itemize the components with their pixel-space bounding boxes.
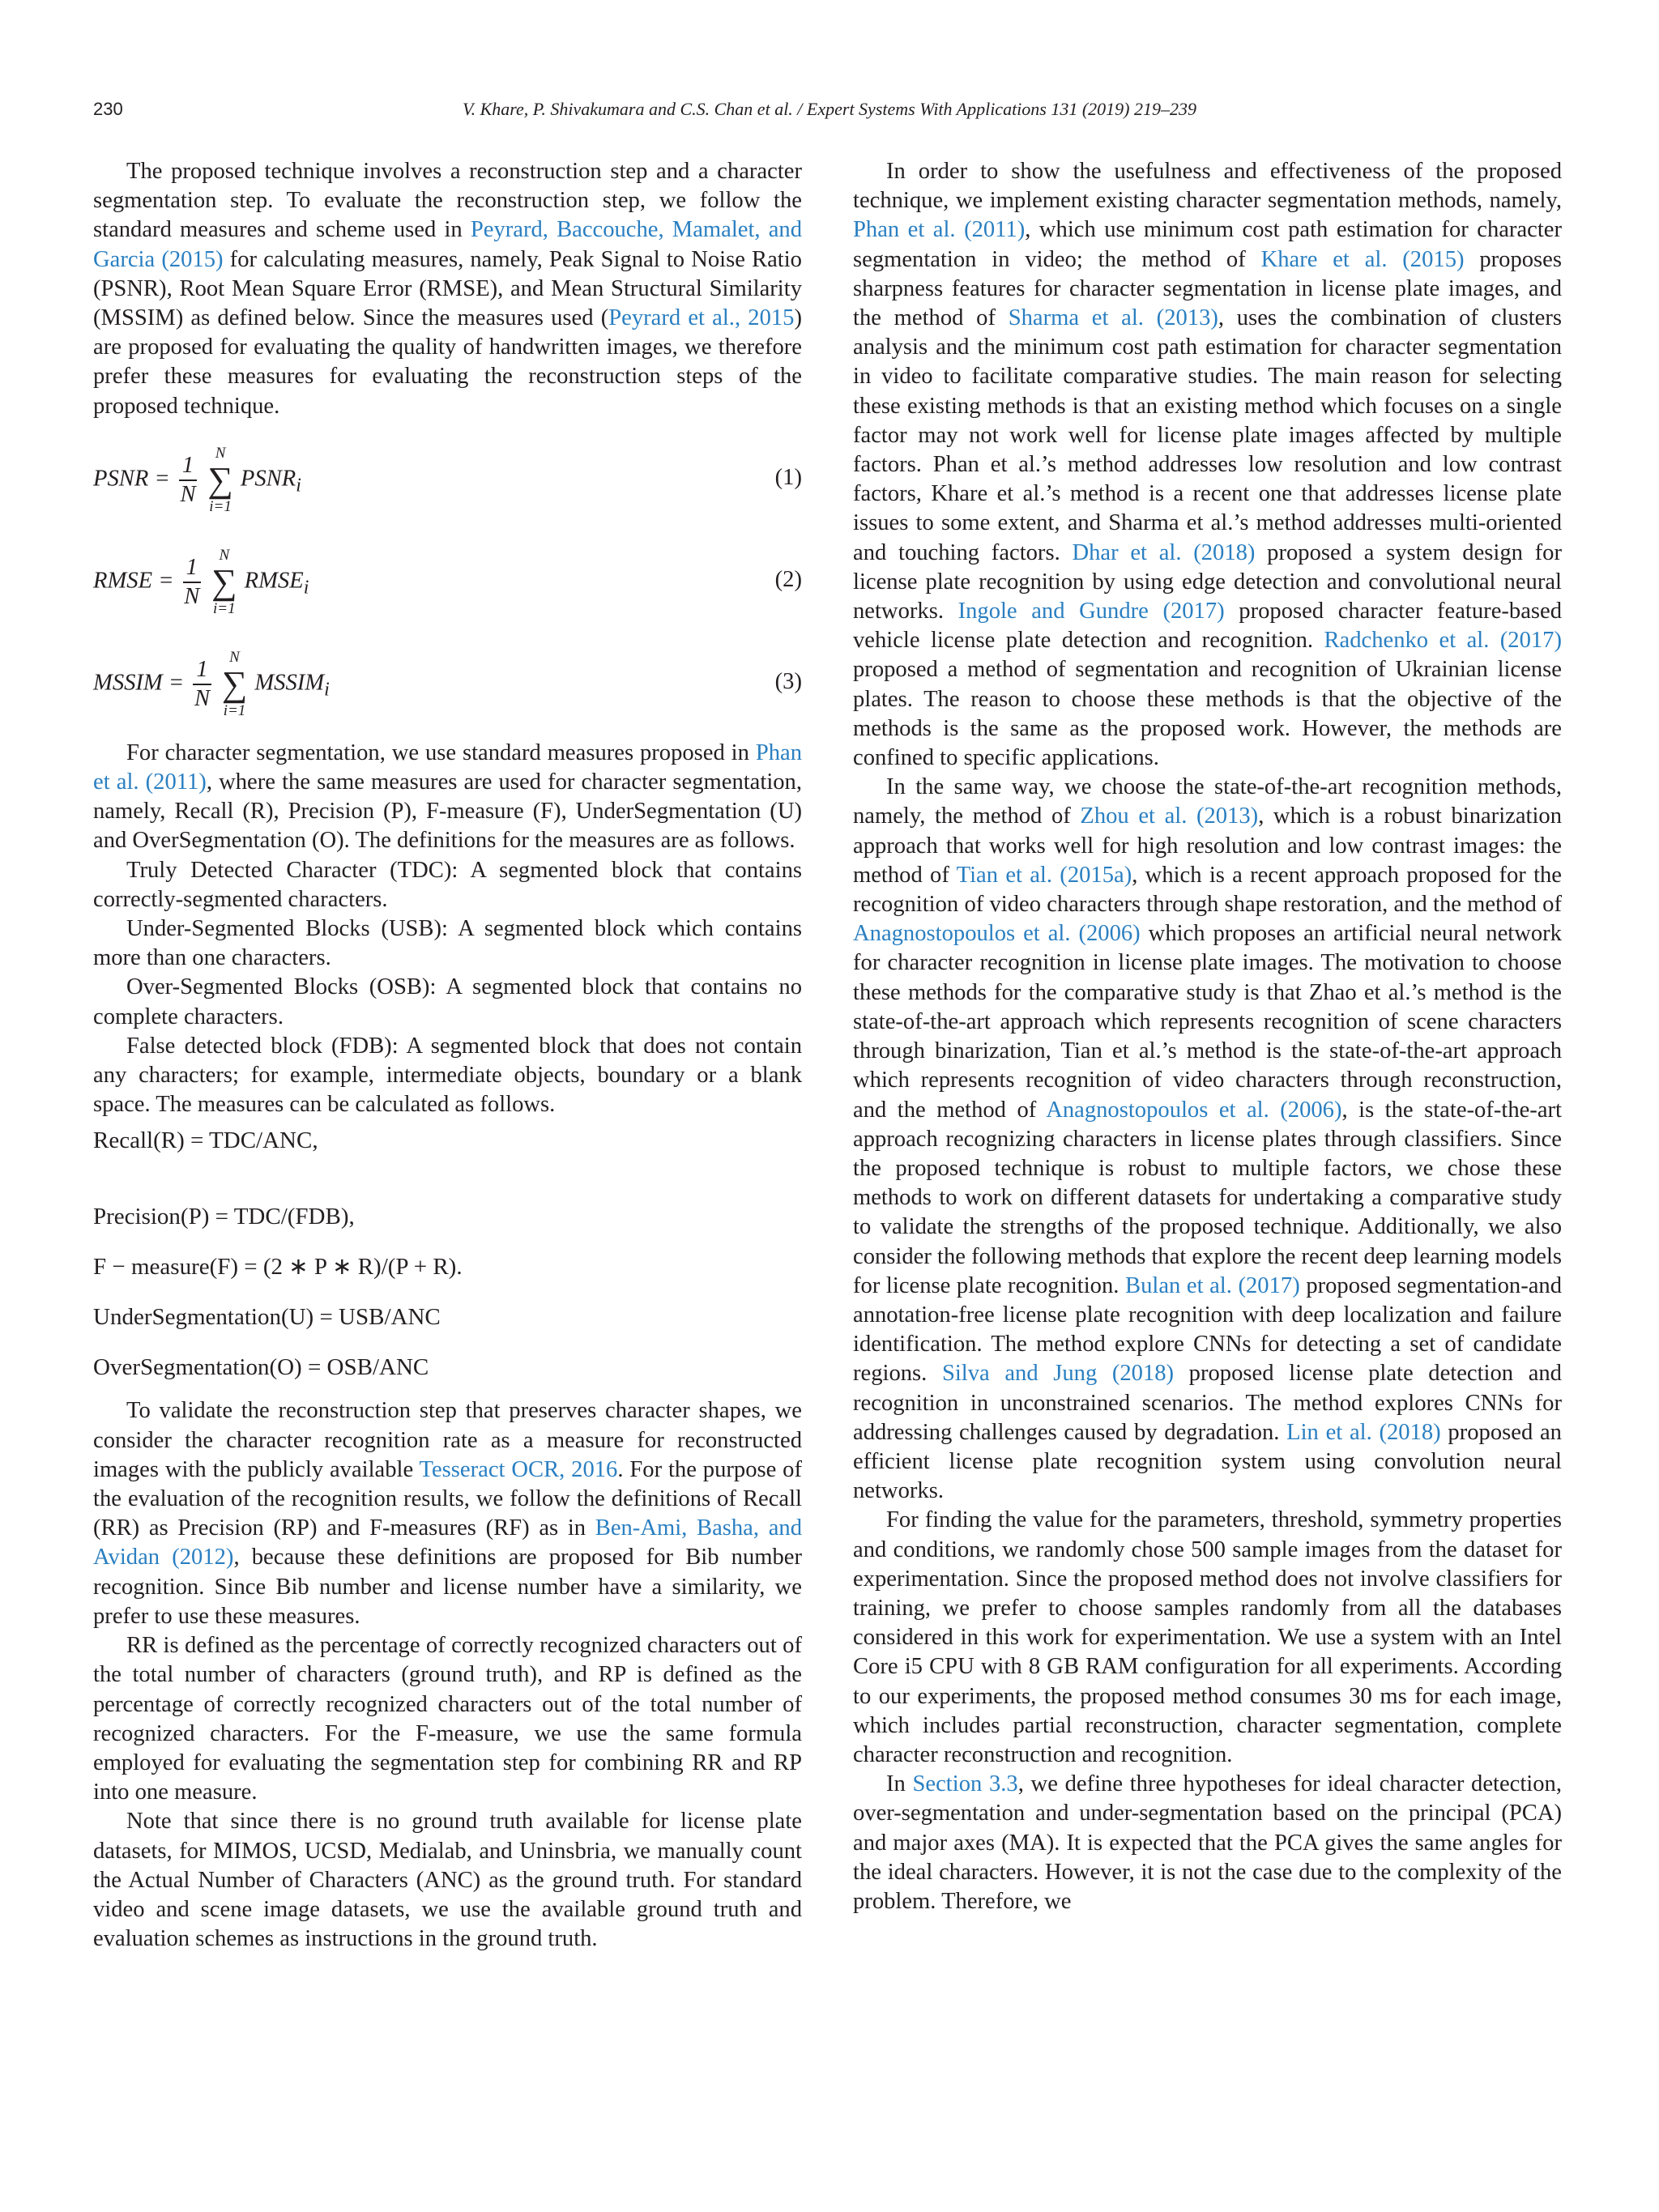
equation-number: (2) [774,566,802,592]
running-title: V. Khare, P. Shivakumara and C.S. Chan et al. / Expert Systems With Applications 131 (2019) 219–239 [462,99,1197,119]
citation-link[interactable]: Silva and Jung (2018) [941,1361,1175,1387]
formula-f-measure: F − measure(F) = (2 ∗ P ∗ R)/(P + R). [93,1254,463,1281]
paragraph: False detected block (FDB): A segmented block that does not contain any characters; for example, intermediate objects, boundary or a blank space. The measures can be calculated as follows. [93,1033,802,1118]
citation-link[interactable]: Tesseract OCR, 2016 [419,1456,618,1482]
section-link[interactable]: Section 3.3 [912,1771,1018,1797]
citation-link[interactable]: Phan et al. (2011) [853,217,1026,243]
equation-number: (3) [774,668,802,694]
paragraph: To validate the reconstruction step that preserves character shapes, we consider the character recognition rate as a measure for reconstructed images with the publicly available Tesseract OCR, 2016. For the purpose of the evaluation of the recognition results, we follow the definitions of Recall (RR) as Precision (RP) and F-measures (RF) as in Ben-Ami, Basha, and Avidan (2012), because these definitions are proposed for Bib number recognition. Since Bib number and license number have a similarity, we prefer to use these measures. [93,1398,803,1629]
formula-oversegmentation: OverSegmentation(O) = OSB/ANC [93,1354,429,1381]
citation-link[interactable]: Bulan et al. (2017) [1125,1272,1300,1298]
paragraph: In order to show the usefulness and effectiveness of the proposed technique, we implement existing character segmentation methods, namely, Phan et al. (2011), which use minimum cost path estimation for character segmentation in video; the method of Khare et al. (2015) proposes sharpness features for character segmentation in license plate images, and the method of Sharma et al. (2013), uses the combination of clusters analysis and the minimum cost path estimation for character segmentation in video to facilitate comparative studies. The main reason for selecting these existing methods is that an existing method which focuses on a single factor may not work well for license plate images affected by multiple factors. Phan et al.’s method addresses low resolution and low contrast factors, Khare et al.’s method is a recent one that addresses license plate issues to some extent, and Sharma et al.’s method addresses multi-oriented and touching factors. Dhar et al. (2018) proposed a system design for license plate recognition by using edge detection and convolutional neural networks. Ingole and Gundre (2017) proposed character feature-based vehicle license plate detection and recognition. Radchenko et al. (2017) proposed a method of segmentation and recognition of Ukrainian license plates. The reason to choose these methods is that the objective of the methods is the same as the proposed work. However, the methods are confined to specific applications. [853,159,1563,771]
right-column [853,157,1562,1916]
citation-link[interactable]: Phan et al. (2011) [93,739,802,795]
citation-link[interactable]: Anagnostopoulos et al. (2006) [1046,1097,1342,1123]
left-column [93,157,802,1954]
summation-symbol: N ∑ i=1 [207,444,233,515]
paragraph: Note that since there is no ground truth available for license plate datasets, for MIMOS, UCSD, Medialab, and Uninsbria, we manually count the Actual Number of Characters (ANC) as the ground truth. For standard video and scene image datasets, we use the available ground truth and evaluation schemes as instructions in the ground truth. [93,1809,802,1952]
formula-recall: Recall(R) = TDC/ANC, [93,1127,318,1154]
formula-undersegmentation: UnderSegmentation(U) = USB/ANC [93,1304,441,1331]
paragraph: For finding the value for the parameters, threshold, symmetry properties and conditions, we randomly chose 500 sample images from the dataset for experimentation. Since the proposed method does not involve classifiers for training, we prefer to choose samples randomly from all the databases considered in this work for experimentation. We use a system with an Intel Core i5 CPU with 8 GB RAM configuration for all experiments. According to our experiments, the proposed method consumes 30 ms for each image, which includes partial reconstruction, character segmentation, complete character reconstruction and recognition. [853,1507,1562,1767]
paragraph: Under-Segmented Blocks (USB): A segmented block which contains more than one characters. [93,916,802,971]
summation-symbol: N ∑ i=1 [211,546,237,617]
citation-link[interactable]: Sharma et al. (2013) [1008,305,1218,331]
citation-link[interactable]: Ingole and Gundre (2017) [957,599,1225,624]
citation-link[interactable]: Peyrard, Baccouche, Mamalet, and Garcia (2015) [93,217,802,272]
citation-link[interactable]: Dhar et al. (2018) [1072,539,1256,565]
paragraph: In the same way, we choose the state-of-the-art recognition methods, namely, the method of Zhou et al. (2013), which is a robust binarization approach that works well for high resolution and low contrast images: the method of Tian et al. (2015a), which is a recent approach proposed for the recognition of video characters through shape restoration, and the method of Anagnostopoulos et al. (2006) which proposes an artificial neural network for character recognition in license plate images. The motivation to choose these methods for the comparative study is that Zhao et al.’s method is the state-of-the-art approach which represents recognition of scene characters through binarization, Tian et al.’s method is the state-of-the-art approach which represents recognition of video characters through reconstruction, and the method of Anagnostopoulos et al. (2006), is the state-of-the-art approach recognizing characters in license plates through classifiers. Since the proposed technique is robust to multiple factors, we chose these methods to work on different datasets for undertaking a comparative study to validate the strengths of the proposed technique. Additionally, we also consider the following methods that explore the recent deep learning models for license plate recognition. Bulan et al. (2017) proposed segmentation-and annotation-free license plate recognition with deep localization and failure identification. The method explore CNNs for detecting a set of candidate regions. Silva and Jung (2018) proposed license plate detection and recognition in unconstrained scenarios. The method explores CNNs for addressing challenges caused by degradation. Lin et al. (2018) proposed an efficient license plate recognition system using convolution neural networks. [853,774,1563,1504]
citation-link[interactable]: Anagnostopoulos et al. (2006) [853,921,1141,947]
citation-link[interactable]: Radchenko et al. (2017) [1324,628,1562,654]
equation-psnr: PSNR = $\frac{1}{N}$ N ∑ i=1 $PSNR_i$ (1) [93,444,802,515]
formula-precision: Precision(P) = TDC/(FDB), [93,1204,355,1230]
paragraph: In Section 3.3, we define three hypotheses for ideal character detection, over-segmentation and under-segmentation based on the principal (PCA) and major axes (MA). It is expected that the PCA gives the same angles for the ideal characters. However, it is not the case due to the complexity of the problem. Therefore, we [853,1771,1562,1914]
equation-number: (1) [774,464,802,490]
paragraph: Over-Segmented Blocks (OSB): A segmented block that contains no complete characters. [93,974,802,1029]
page-number: 230 [93,99,123,119]
paragraph: For character segmentation, we use standard measures proposed in Phan et al. (2011), where the same measures are used for character segmentation, namely, Recall (R), Precision (P), F-measure (F), UnderSegmentation (U) and OverSegmentation (O). The definitions for the measures are as follows. [93,739,803,854]
citation-link[interactable]: Peyrard et al., 2015 [608,305,795,331]
paragraph: The proposed technique involves a reconstruction step and a character segmentation step. To evaluate the reconstruction step, we follow the standard measures and scheme used in Peyrard, Baccouche, Mamalet, and Garcia (2015) for calculating measures, namely, Peak Signal to Noise Ratio (PSNR), Root Mean Square Error (RMSE), and Mean Structural Similarity (MSSIM) as defined below. Since the measures used (Peyrard et al., 2015) are proposed for evaluating the quality of handwritten images, we therefore prefer these measures for evaluating the reconstruction steps of the proposed technique. [93,159,803,419]
summation-symbol: N ∑ i=1 [221,648,248,719]
citation-link[interactable]: Tian et al. (2015a) [956,862,1132,888]
citation-link[interactable]: Ben-Ami, Basha, and Avidan (2012) [93,1515,802,1571]
equation-rmse: RMSE = $\frac{1}{N}$ N ∑ i=1 $RMSE_i$ (2) [93,546,802,617]
citation-link[interactable]: Lin et al. (2018) [1286,1419,1441,1445]
paragraph: Truly Detected Character (TDC): A segmented block that contains correctly-segmented characters. [93,857,802,912]
equation-mssim: MSSIM = $\frac{1}{N}$ N ∑ i=1 $MSSIM_i$ (3) [93,648,802,719]
page-header [93,94,1566,126]
citation-link[interactable]: Khare et al. (2015) [1260,246,1465,272]
paragraph: RR is defined as the percentage of correctly recognized characters out of the total number of characters (ground truth), and RP is defined as the percentage of correctly recognized characters out of the total number of recognized characters. For the F-measure, we use the same formula employed for evaluating the segmentation step for combining RR and RP into one measure. [93,1633,802,1805]
citation-link[interactable]: Zhou et al. (2013) [1080,803,1259,829]
